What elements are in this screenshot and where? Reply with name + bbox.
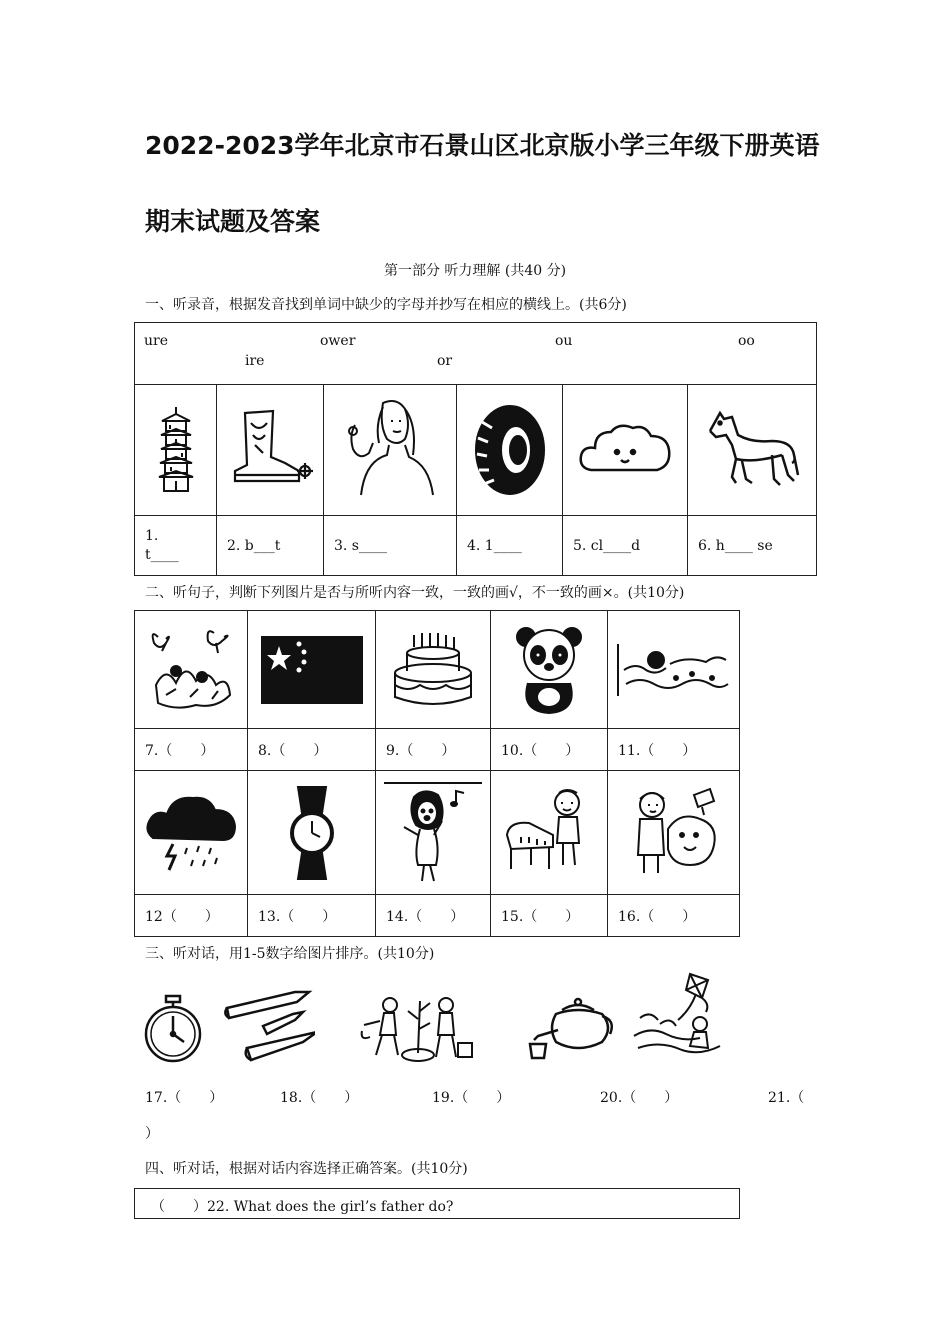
order-18[interactable]: 18.（ ） xyxy=(280,1090,359,1106)
clock-icon xyxy=(142,994,204,1064)
horse-icon xyxy=(688,405,816,495)
blank-6[interactable]: 6. h____ se xyxy=(698,537,773,554)
option-oo: oo xyxy=(738,333,755,349)
section1-table xyxy=(134,322,817,576)
judge-11[interactable]: 11.（ ） xyxy=(618,742,697,759)
cowboy-boot-icon xyxy=(217,405,323,495)
rain-cloud-icon xyxy=(135,790,247,876)
document-title-line2: 期末试题及答案 xyxy=(145,207,321,236)
question-22-box xyxy=(134,1188,740,1219)
order-21[interactable]: 21.（ xyxy=(768,1090,805,1106)
judge-12[interactable]: 12（ ） xyxy=(145,908,219,925)
woman-ok-sign-icon xyxy=(324,395,456,505)
singing-girl-icon xyxy=(376,781,490,885)
blank-1[interactable]: 1. t____ xyxy=(145,527,179,563)
kite-flying-icon xyxy=(630,970,726,1060)
options-cell xyxy=(135,323,817,385)
judge-15[interactable]: 15.（ ） xyxy=(501,908,580,925)
option-ure: ure xyxy=(144,333,168,349)
section4-heading: 四、听对话，根据对话内容选择正确答案。(共10分) xyxy=(145,1161,468,1177)
judge-16[interactable]: 16.（ ） xyxy=(618,908,697,925)
judge-8[interactable]: 8.（ ） xyxy=(258,742,328,759)
piano-boy-icon xyxy=(491,785,607,881)
section2-heading: 二、听句子，判断下列图片是否与所听内容一致，一致的画√，不一致的画×。(共10分) xyxy=(145,585,685,601)
cloud-icon xyxy=(563,420,687,480)
blank-4[interactable]: 4. 1____ xyxy=(467,537,522,554)
section2-table xyxy=(134,610,740,937)
blank-3[interactable]: 3. s____ xyxy=(334,537,387,554)
option-ire: ire xyxy=(245,353,265,369)
option-ou: ou xyxy=(555,333,573,349)
section3-heading: 三、听对话，用1-5数字给图片排序。(共10分) xyxy=(145,946,435,962)
watch-icon xyxy=(248,785,375,881)
kids-with-elephant-icon xyxy=(608,785,739,881)
order-19[interactable]: 19.（ ） xyxy=(432,1090,511,1106)
tire-icon xyxy=(457,402,562,498)
judge-10[interactable]: 10.（ ） xyxy=(501,742,580,759)
judge-9[interactable]: 9.（ ） xyxy=(386,742,456,759)
section1-heading: 一、听录音，根据发音找到单词中缺少的字母并抄写在相应的横线上。(共6分) xyxy=(145,297,627,313)
pencils-icon xyxy=(223,988,315,1064)
butterflies-flowers-icon xyxy=(135,625,247,715)
option-or: or xyxy=(437,353,453,369)
judge-7[interactable]: 7.（ ） xyxy=(145,742,215,759)
question-22[interactable]: （ ）22. What does the girl’s father do? xyxy=(151,1199,454,1215)
birthday-cake-icon xyxy=(376,627,490,713)
blank-2[interactable]: 2. b___t xyxy=(227,537,281,554)
option-ower: ower xyxy=(320,333,356,349)
order-21-close: ） xyxy=(145,1126,159,1142)
order-20[interactable]: 20.（ ） xyxy=(600,1090,679,1106)
pagoda-tower-icon xyxy=(135,405,216,495)
order-17[interactable]: 17.（ ） xyxy=(145,1090,224,1106)
teapot-icon xyxy=(524,996,616,1062)
blank-5[interactable]: 5. cl____d xyxy=(573,537,641,554)
judge-14[interactable]: 14.（ ） xyxy=(386,908,465,925)
part-heading: 第一部分 听力理解 (共40 分) xyxy=(383,263,567,279)
document-title-line1: 2022-2023学年北京市石景山区北京版小学三年级下册英语 xyxy=(145,131,820,160)
judge-13[interactable]: 13.（ ） xyxy=(258,908,337,925)
kids-planting-tree-icon xyxy=(360,995,476,1065)
china-flag-icon xyxy=(248,634,375,706)
panda-icon xyxy=(491,625,607,715)
swimmer-icon xyxy=(608,640,739,700)
